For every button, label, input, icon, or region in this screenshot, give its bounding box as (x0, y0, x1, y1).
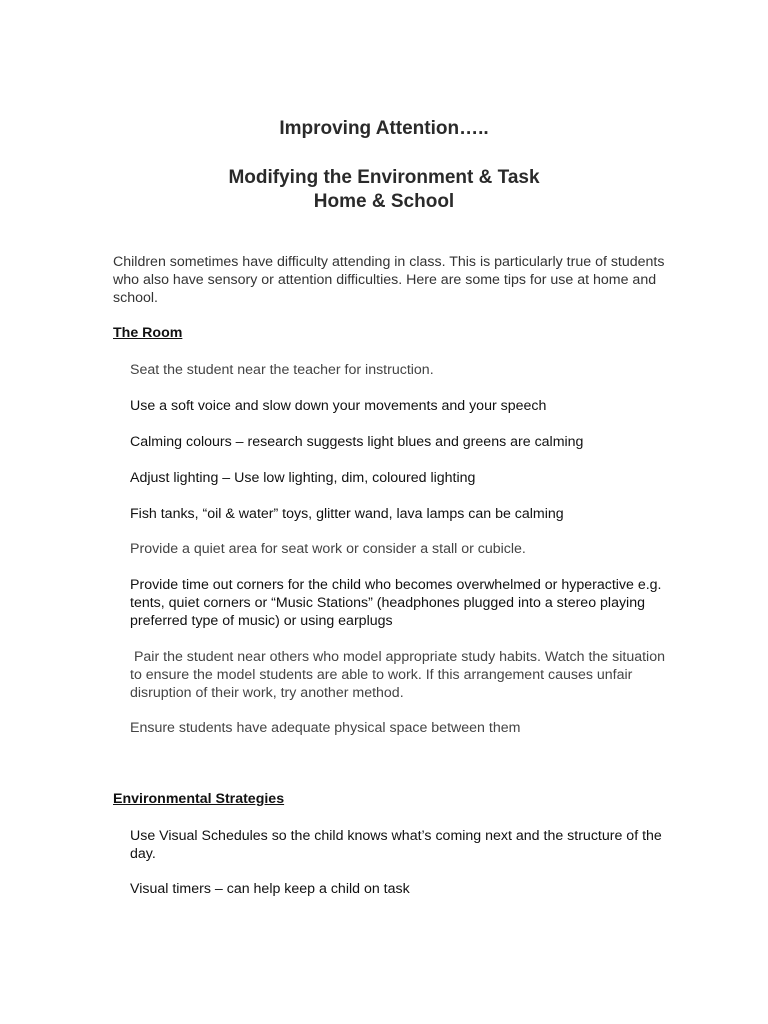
list-item: Fish tanks, “oil & water” toys, glitter wand, lava lamps can be calming (130, 506, 564, 522)
list-item: Visual timers – can help keep a child on task (130, 881, 410, 897)
intro-paragraph: Children sometimes have difficulty attending in class. This is particularly true of students who also have sensory or attention difficulties. Here are some tips for use at home and school. (113, 254, 665, 306)
list-item: Ensure students have adequate physical space between them (130, 720, 521, 736)
list-item: Provide a quiet area for seat work or consider a stall or cubicle. (130, 541, 526, 557)
list-item: Use a soft voice and slow down your movements and your speech (130, 398, 547, 414)
document-subtitle (0, 166, 768, 214)
section-heading-the-room: The Room (113, 325, 183, 341)
title-line-1: Improving Attention….. (279, 118, 489, 139)
section-heading-environmental-strategies: Environmental Strategies (113, 791, 285, 807)
list-item: Use Visual Schedules so the child knows what’s coming next and the structure of the day. (130, 828, 662, 862)
document-title (0, 118, 768, 140)
title-line-3: Home & School (313, 191, 455, 212)
list-item: Adjust lighting – Use low lighting, dim, coloured lighting (130, 470, 476, 486)
list-item: Seat the student near the teacher for instruction. (130, 362, 434, 378)
list-item: Provide time out corners for the child who becomes overwhelmed or hyperactive e.g. tents, quiet corners or “Music Stations” (headphones plugged into a stereo playing preferred type of music) or using earplugs (130, 577, 662, 629)
list-item: Pair the student near others who model appropriate study habits. Watch the situation to ensure the model students are able to work. If this arrangement causes unfair disruption of their work, try another method. (130, 649, 669, 701)
title-line-2: Modifying the Environment & Task (228, 167, 540, 188)
list-item: Calming colours – research suggests light blues and greens are calming (130, 434, 584, 450)
